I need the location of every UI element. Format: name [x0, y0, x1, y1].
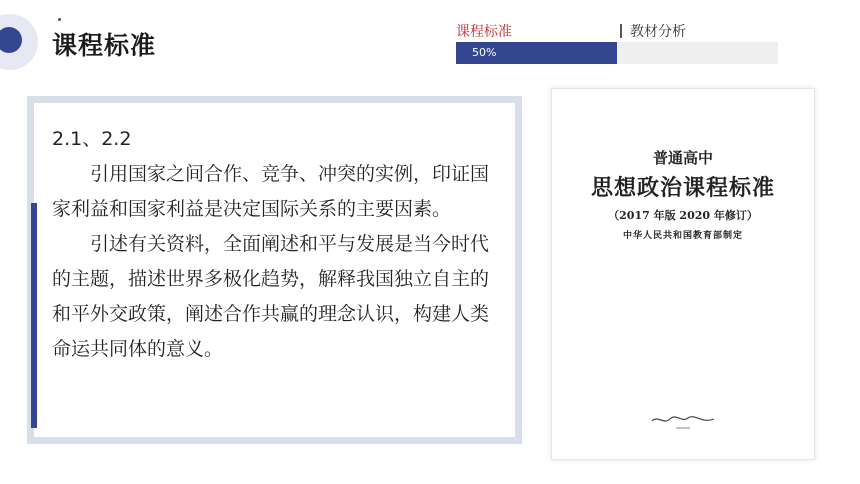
- page-title: 课程标准: [52, 31, 157, 60]
- content-accent-bar: [31, 203, 37, 428]
- progress-divider: [620, 24, 622, 38]
- header-small-dot: [58, 18, 61, 21]
- progress-fill: [456, 42, 617, 64]
- progress-bar: [456, 42, 778, 64]
- progress-tab-active[interactable]: 课程标准: [456, 24, 512, 40]
- progress-label: 50%: [472, 46, 497, 59]
- book-title: 思想政治课程标准: [590, 175, 775, 201]
- book-issuer: 中华人民共和国教育部制定: [622, 231, 743, 241]
- progress-tab-next[interactable]: 教材分析: [630, 24, 686, 40]
- paragraph-1: 引用国家之间合作、竞争、冲突的实例，印证国家利益和国家利益是决定国际关系的主要因素。: [52, 163, 490, 220]
- publisher-seal-image: [648, 411, 718, 433]
- book-series: 普通高中: [652, 149, 713, 167]
- book-cover: [551, 88, 815, 460]
- section-reference: 2.1、2.2: [52, 128, 132, 150]
- paragraph-2: 引述有关资料，全面阐述和平与发展是当今时代的主题，描述世界多极化趋势，解释我国独立自主的和平外交政策，阐述合作共赢的理念认识，构建人类命运共同体的意义。: [52, 233, 490, 360]
- content-text: [52, 122, 504, 367]
- book-edition: （2017 年版 2020 年修订）: [608, 209, 758, 222]
